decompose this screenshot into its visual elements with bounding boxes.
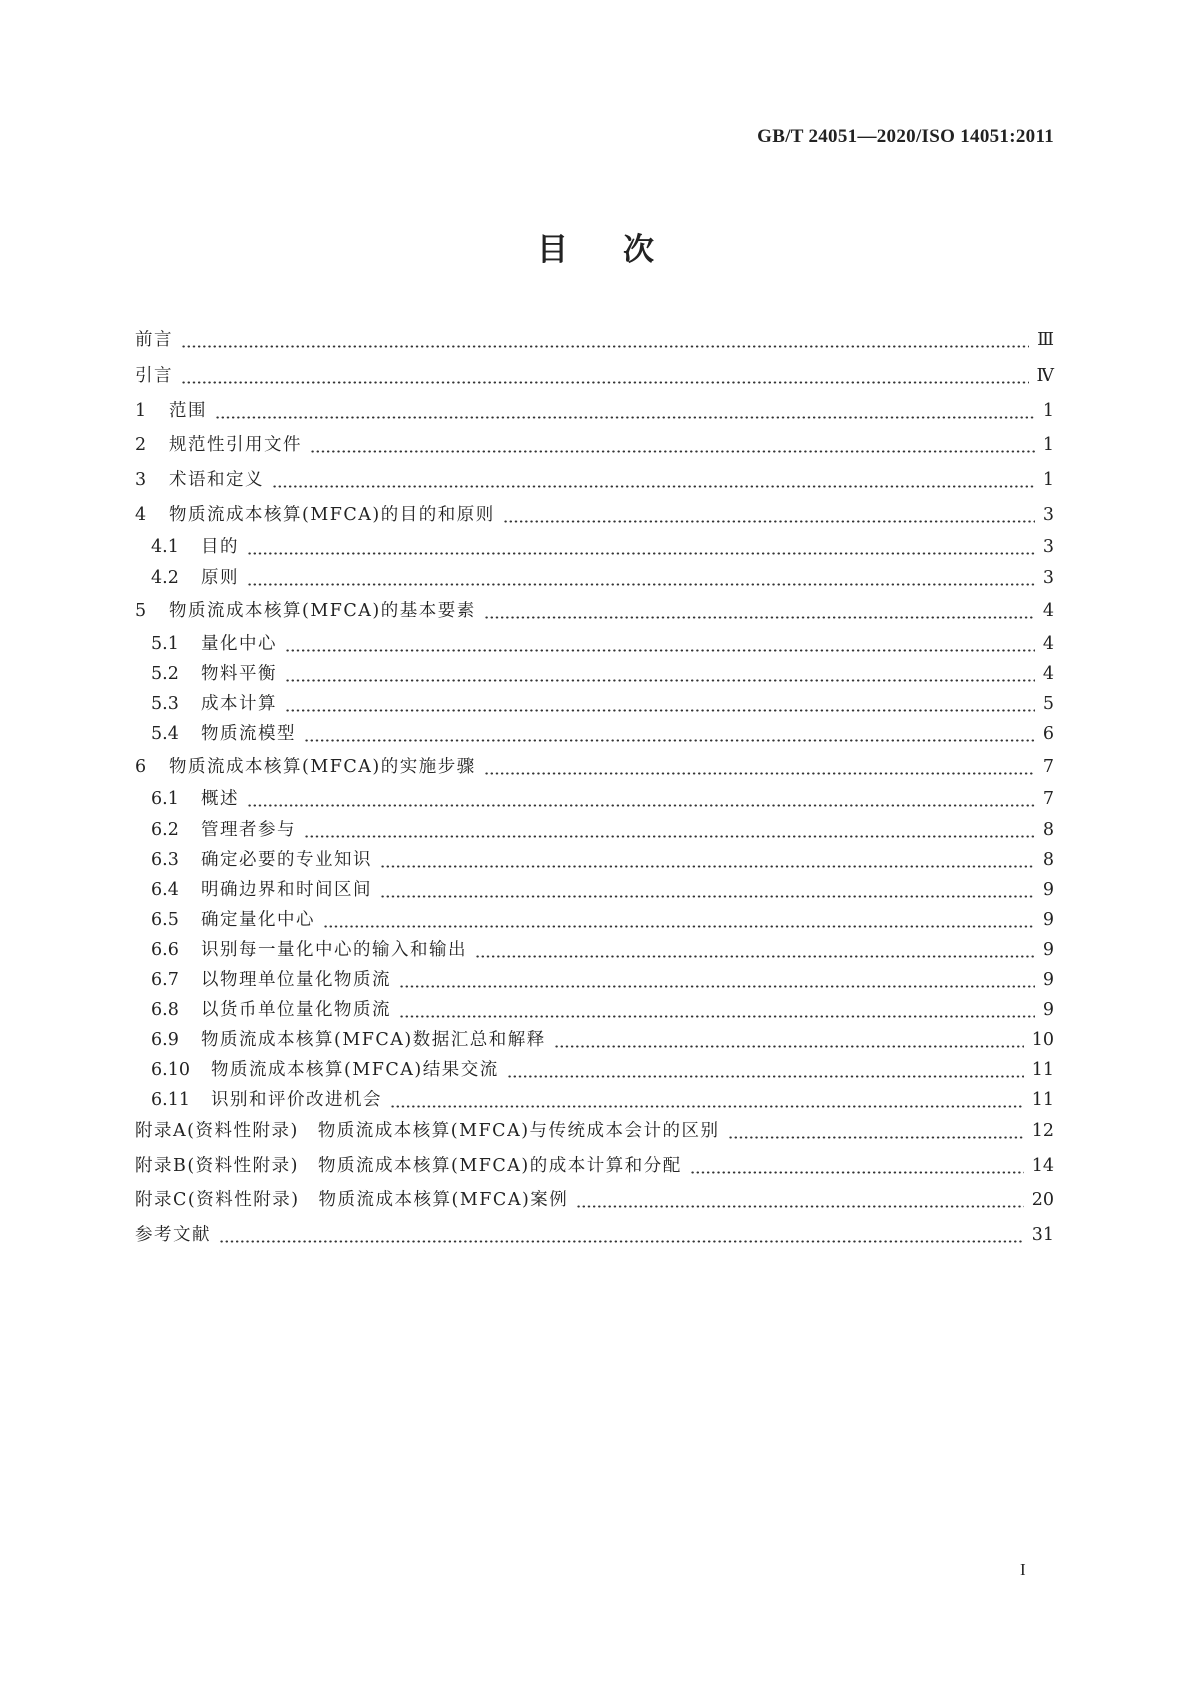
toc-entry[interactable]: [151, 1085, 1054, 1111]
toc-entry-title: 以货币单位量化物质流: [201, 1000, 391, 1020]
toc-entry-number: 6.2: [151, 820, 179, 840]
toc-entry[interactable]: [151, 815, 1054, 841]
toc-entry-number: 6: [135, 757, 147, 777]
toc-entry-title: 物质流成本核算(MFCA)的目的和原则: [169, 505, 495, 525]
toc-entry-title: 物质流成本核算(MFCA)的实施步骤: [169, 757, 476, 777]
toc-leader-dots: [215, 400, 1035, 422]
toc-entry-title: 物质流成本核算(MFCA)的基本要素: [169, 601, 476, 621]
toc-leader-dots: [484, 756, 1035, 778]
toc-entry-page: 4: [1042, 634, 1054, 654]
toc-entry-title: 物料平衡: [201, 664, 277, 684]
toc-entry-page: 1: [1042, 401, 1054, 421]
toc-entry[interactable]: [135, 465, 1054, 491]
toc-entry-title: 参考文献: [135, 1225, 211, 1245]
toc-entry-number: 4.1: [151, 537, 179, 557]
toc-leader-dots: [576, 1189, 1023, 1211]
toc-entry-page: 20: [1031, 1190, 1054, 1210]
toc-entry-page: 4: [1042, 601, 1054, 621]
toc-entry-title: 目的: [201, 537, 239, 557]
toc-entry-page: 7: [1042, 757, 1054, 777]
page-title: 目次: [537, 232, 709, 268]
toc-entry-number: 5.2: [151, 664, 179, 684]
toc-entry-title: 范围: [169, 401, 207, 421]
toc-entry-number: 6.7: [151, 970, 179, 990]
toc-entry-page: 11: [1031, 1060, 1054, 1080]
toc-leader-dots: [380, 849, 1035, 871]
toc-leader-dots: [399, 969, 1035, 991]
toc-entry[interactable]: [151, 1055, 1054, 1081]
toc-entry-page: 14: [1031, 1156, 1054, 1176]
toc-entry-title: 管理者参与: [201, 820, 296, 840]
standard-code: GB/T 24051—2020/ISO 14051:2011: [757, 126, 1054, 147]
toc-leader-dots: [690, 1155, 1024, 1177]
toc-entry-page: 8: [1042, 820, 1054, 840]
toc-leader-dots: [323, 909, 1035, 931]
toc-entry-number: 6.5: [151, 910, 179, 930]
toc-leader-dots: [484, 600, 1035, 622]
toc-entry-page: 1: [1042, 470, 1054, 490]
toc-entry-title: 附录B(资料性附录) 物质流成本核算(MFCA)的成本计算和分配: [135, 1156, 682, 1176]
toc-entry-number: 2: [135, 435, 147, 455]
toc-entry-page: 8: [1042, 850, 1054, 870]
toc-entry[interactable]: [151, 1025, 1054, 1051]
toc-leader-dots: [272, 469, 1035, 491]
toc-entry-title: 原则: [201, 568, 239, 588]
toc-entry-page: 31: [1031, 1225, 1054, 1245]
toc-leader-dots: [507, 1059, 1024, 1081]
toc-leader-dots: [247, 567, 1035, 589]
toc-entry-title: 明确边界和时间区间: [201, 880, 372, 900]
toc-leader-dots: [181, 329, 1029, 351]
toc-entry-page: 3: [1042, 505, 1054, 525]
toc-entry[interactable]: [151, 784, 1054, 810]
toc-entry-number: 6.10: [151, 1060, 190, 1080]
toc-entry[interactable]: [135, 1220, 1054, 1246]
toc-entry-number: 4: [135, 505, 147, 525]
toc-entry-number: 5.4: [151, 724, 179, 744]
toc-leader-dots: [554, 1029, 1024, 1051]
toc-leader-dots: [310, 434, 1035, 456]
toc-leader-dots: [247, 788, 1035, 810]
toc-entry[interactable]: [151, 965, 1054, 991]
toc-entry-title: 识别和评价改进机会: [211, 1090, 382, 1110]
toc-entry-title: 概述: [201, 789, 239, 809]
toc-entry-title: 附录A(资料性附录) 物质流成本核算(MFCA)与传统成本会计的区别: [135, 1121, 720, 1141]
toc-entry-page: Ⅲ: [1037, 330, 1054, 350]
toc-entry[interactable]: [135, 361, 1054, 387]
toc-entry-page: 12: [1031, 1121, 1054, 1141]
toc-entry-page: 9: [1042, 880, 1054, 900]
toc-entry-number: 4.2: [151, 568, 179, 588]
toc-entry-page: 6: [1042, 724, 1054, 744]
toc-entry-number: 6.3: [151, 850, 179, 870]
toc-leader-dots: [285, 693, 1035, 715]
toc-entry-number: 6.9: [151, 1030, 179, 1050]
toc-entry[interactable]: [151, 563, 1054, 589]
toc-entry[interactable]: [151, 995, 1054, 1021]
toc-leader-dots: [219, 1224, 1024, 1246]
toc-entry[interactable]: [151, 532, 1054, 558]
toc-leader-dots: [304, 723, 1035, 745]
toc-entry-title: 附录C(资料性附录) 物质流成本核算(MFCA)案例: [135, 1190, 569, 1210]
toc-entry-page: 9: [1042, 910, 1054, 930]
toc-entry[interactable]: [151, 905, 1054, 931]
toc-leader-dots: [503, 504, 1035, 526]
toc-entry-page: 9: [1042, 940, 1054, 960]
toc-entry-number: 5.1: [151, 634, 179, 654]
toc-entry-page: 9: [1042, 970, 1054, 990]
toc-entry-title: 确定必要的专业知识: [201, 850, 372, 870]
toc-leader-dots: [285, 663, 1035, 685]
toc-entry[interactable]: [135, 430, 1054, 456]
toc-entry-title: 规范性引用文件: [169, 435, 302, 455]
toc-leader-dots: [380, 879, 1035, 901]
toc-entry-number: 1: [135, 401, 147, 421]
toc-entry-page: Ⅳ: [1036, 366, 1054, 386]
toc-entry-number: 6.8: [151, 1000, 179, 1020]
toc-leader-dots: [399, 999, 1035, 1021]
toc-entry[interactable]: [135, 752, 1054, 778]
toc-entry-title: 物质流模型: [201, 724, 296, 744]
toc-entry-title: 成本计算: [201, 694, 277, 714]
toc-entry[interactable]: [151, 629, 1054, 655]
toc-entry-page: 1: [1042, 435, 1054, 455]
toc-entry[interactable]: [135, 596, 1054, 622]
toc-entry[interactable]: [135, 500, 1054, 526]
toc-entry-page: 9: [1042, 1000, 1054, 1020]
toc-entry[interactable]: [135, 1185, 1054, 1211]
toc-entry-number: 6.1: [151, 789, 179, 809]
toc-entry-title: 以物理单位量化物质流: [201, 970, 391, 990]
toc-entry-page: 5: [1042, 694, 1054, 714]
toc-leader-dots: [304, 819, 1035, 841]
toc-entry-number: 6.6: [151, 940, 179, 960]
toc-entry-title: 识别每一量化中心的输入和输出: [201, 940, 467, 960]
toc-entry-title: 量化中心: [201, 634, 277, 654]
toc-entry-title: 确定量化中心: [201, 910, 315, 930]
toc-entry-title: 前言: [135, 330, 173, 350]
toc-entry-page: 3: [1042, 537, 1054, 557]
toc-entry-page: 3: [1042, 568, 1054, 588]
toc-entry-page: 4: [1042, 664, 1054, 684]
toc-entry-number: 6.11: [151, 1090, 190, 1110]
toc-leader-dots: [181, 365, 1029, 387]
toc-leader-dots: [247, 536, 1035, 558]
toc-entry[interactable]: [151, 935, 1054, 961]
toc-entry[interactable]: [151, 689, 1054, 715]
toc-entry[interactable]: [135, 325, 1054, 351]
toc-leader-dots: [285, 633, 1035, 655]
toc-leader-dots: [475, 939, 1035, 961]
toc-entry-page: 7: [1042, 789, 1054, 809]
toc-entry-number: 3: [135, 470, 147, 490]
toc-leader-dots: [728, 1120, 1024, 1142]
toc-entry-title: 物质流成本核算(MFCA)结果交流: [211, 1060, 499, 1080]
page-number: I: [1020, 1560, 1026, 1579]
toc-leader-dots: [390, 1089, 1024, 1111]
toc-entry-title: 引言: [135, 366, 173, 386]
toc-entry-title: 物质流成本核算(MFCA)数据汇总和解释: [201, 1030, 546, 1050]
toc-entry[interactable]: [151, 845, 1054, 871]
toc-entry-page: 10: [1031, 1030, 1054, 1050]
toc-entry-page: 11: [1031, 1090, 1054, 1110]
toc-entry[interactable]: [135, 1151, 1054, 1177]
toc-entry[interactable]: [151, 659, 1054, 685]
toc-entry-number: 5: [135, 601, 147, 621]
toc-entry[interactable]: [151, 875, 1054, 901]
toc-entry-title: 术语和定义: [169, 470, 264, 490]
toc-entry[interactable]: [135, 1116, 1054, 1142]
toc-entry-number: 6.4: [151, 880, 179, 900]
toc-entry-number: 5.3: [151, 694, 179, 714]
toc-entry[interactable]: [151, 719, 1054, 745]
toc-entry[interactable]: [135, 396, 1054, 422]
